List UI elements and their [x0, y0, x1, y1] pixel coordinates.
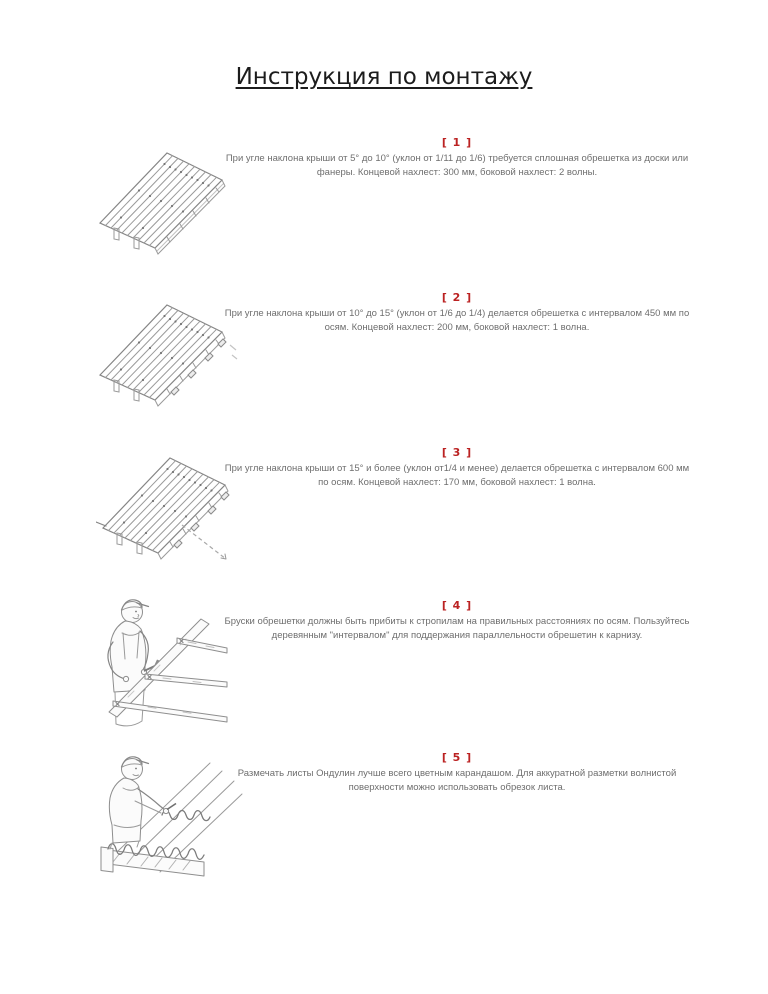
- step-number: [ 1 ]: [441, 136, 473, 149]
- step-text: Бруски обрешетки должны быть прибиты к стропилам на правильных расстояниях по осям. Пользуйтесь деревянным "интервалом" для поддержания параллельности обрешетин к карнизу.: [224, 616, 690, 641]
- step-number: [ 3 ]: [441, 446, 473, 459]
- step-text: При угле наклона крыши от 5° до 10° (уклон от 1/11 до 1/6) требуется сплошная обрешетка из доски или фанеры. Концевой нахлест: 300 мм, боковой нахлест: 2 волны.: [225, 153, 689, 178]
- step-text: Размечать листы Ондулин лучше всего цветным карандашом. Для аккуратной разметки волнистой поверхности можно использовать обрезок листа.: [237, 768, 677, 793]
- illustration-roof-battens-450: [93, 300, 238, 412]
- instruction-step-3: [0, 446, 768, 601]
- step-text: При угле наклона крыши от 15° и более (уклон от1/4 и менее) делается обрешетка с интервалом 600 мм по осям. Концевой нахлест: 170 мм, боковой нахлест: 1 волна.: [224, 463, 690, 488]
- illustration-worker-nailing-battens: [88, 591, 248, 739]
- instruction-step-5: [0, 751, 768, 906]
- illustration-roof-solid-decking: [93, 148, 233, 258]
- instruction-step-2: [0, 291, 768, 446]
- step-number: [ 4 ]: [441, 599, 473, 612]
- page-title: [0, 64, 768, 90]
- instruction-step-4: [0, 599, 768, 754]
- step-number: [ 5 ]: [441, 751, 473, 764]
- step-number: [ 2 ]: [441, 291, 473, 304]
- step-text: При угле наклона крыши от 10° до 15° (уклон от 1/6 до 1/4) делается обрешетка с интервалом 450 мм по осям. Концевой нахлест: 200 мм, боковой нахлест: 1 волна.: [224, 308, 690, 333]
- page-title-text: Инструкция по монтажу: [235, 64, 533, 90]
- instruction-step-1: [0, 136, 768, 291]
